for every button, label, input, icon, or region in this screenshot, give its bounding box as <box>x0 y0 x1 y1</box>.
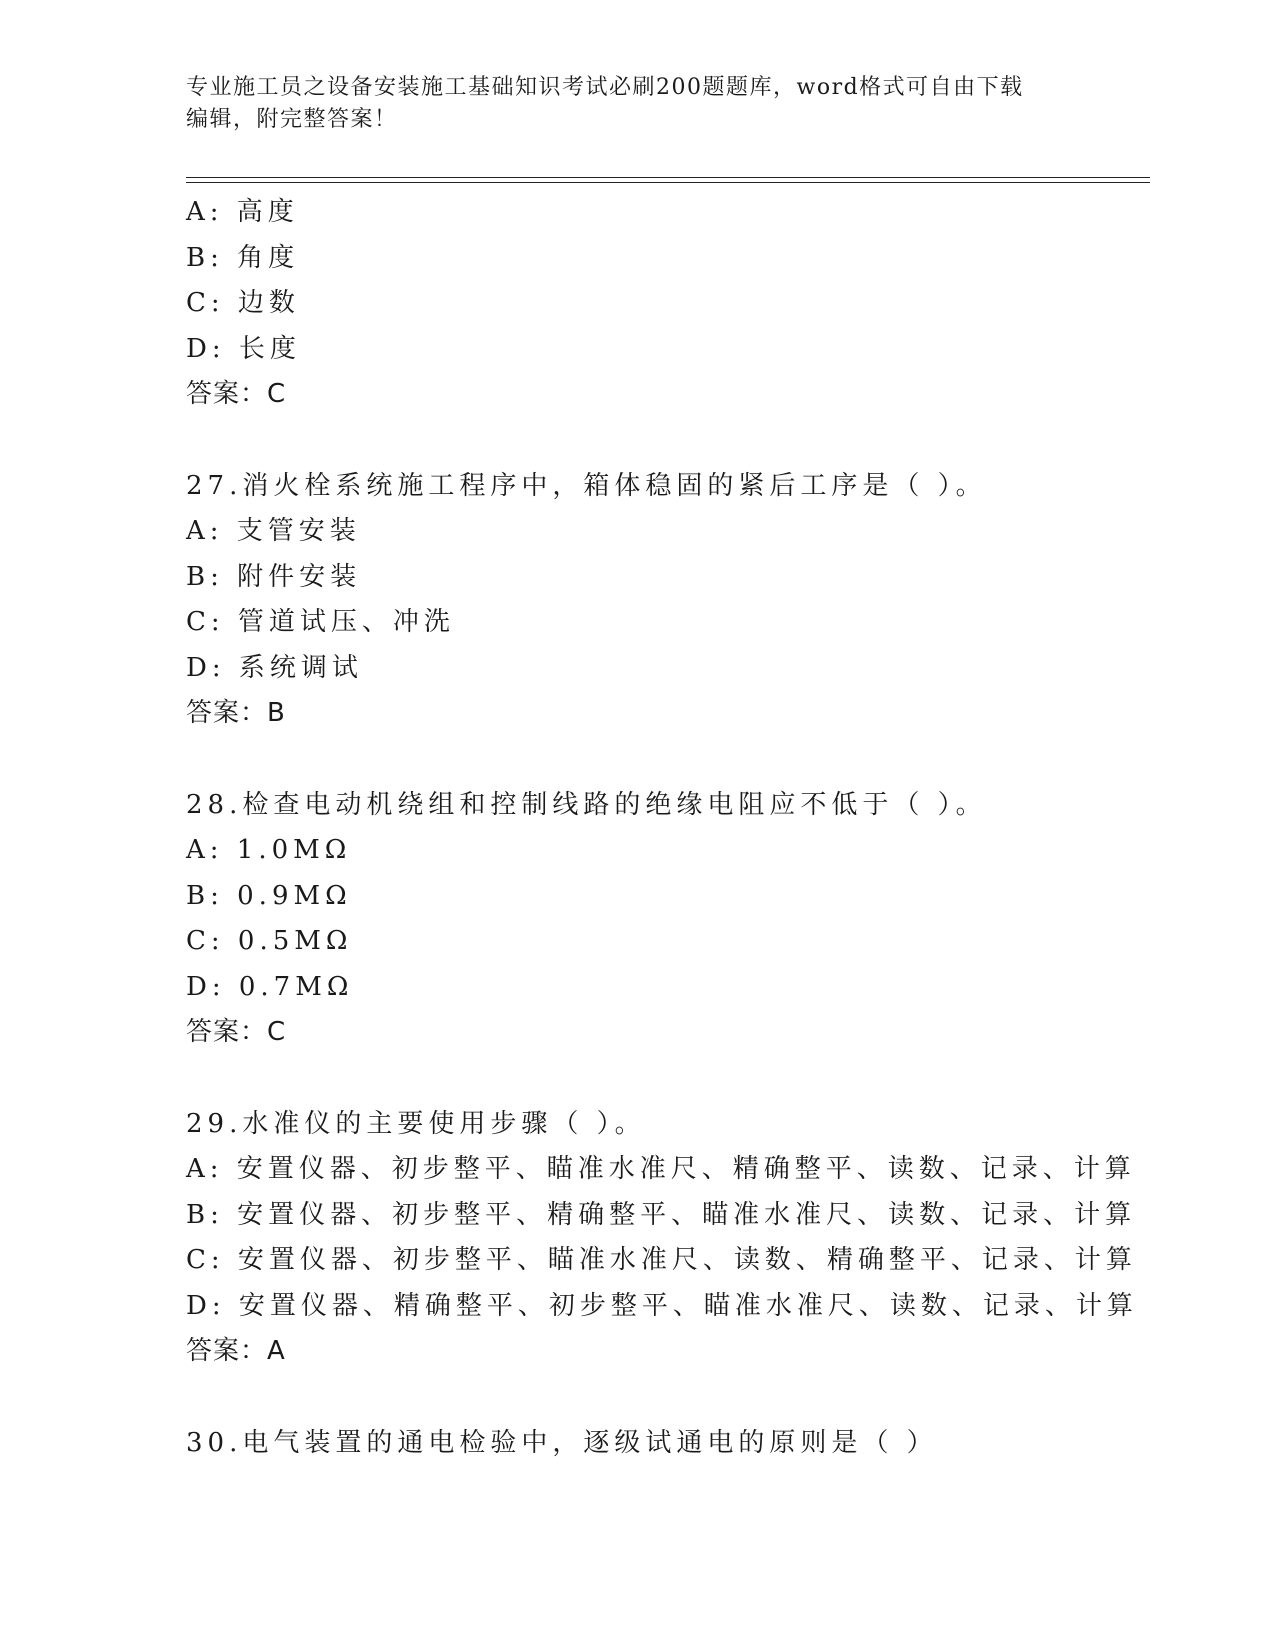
option-c: C: 0.5MΩ <box>186 926 353 956</box>
option-d: D: 安置仪器、精确整平、初步整平、瞄准水准尺、读数、记录、计算 <box>186 1290 1138 1321</box>
option-a: A: 安置仪器、初步整平、瞄准水准尺、精确整平、读数、记录、计算 <box>186 1154 1136 1184</box>
header-rule-top <box>186 177 1150 178</box>
question-list <box>186 190 1150 1466</box>
option-d: D: 系统调试 <box>186 652 363 683</box>
answer: 答案：C <box>186 1017 287 1047</box>
answer: 答案：C <box>186 379 287 409</box>
option-a: A: 高度 <box>186 197 299 227</box>
question-block-30 <box>186 1421 1150 1467</box>
question-text: 30.电气装置的通电检验中，逐级试通电的原则是（ ） <box>186 1427 938 1458</box>
header-line-1: 专业施工员之设备安装施工基础知识考试必刷200题题库，word格式可自由下载 <box>186 75 1024 100</box>
header-line-2: 编辑，附完整答案！ <box>186 107 398 132</box>
document-header <box>186 72 1066 136</box>
option-c: C: 边数 <box>186 288 300 318</box>
option-b: B: 安置仪器、初步整平、精确整平、瞄准水准尺、读数、记录、计算 <box>186 1199 1137 1230</box>
question-block-26 <box>186 190 1150 418</box>
question-text: 27.消火栓系统施工程序中，箱体稳固的紧后工序是（ ）。 <box>186 470 987 501</box>
option-c: C: 安置仪器、初步整平、瞄准水准尺、读数、精确整平、记录、计算 <box>186 1245 1137 1275</box>
option-d: D: 0.7MΩ <box>186 971 354 1002</box>
option-b: B: 附件安装 <box>186 561 362 592</box>
question-text: 28.检查电动机绕组和控制线路的绝缘电阻应不低于（ ）。 <box>186 789 987 820</box>
option-b: B: 0.9MΩ <box>186 880 352 911</box>
question-block-29 <box>186 1102 1150 1375</box>
header-rule-bottom <box>186 182 1150 183</box>
answer: 答案：B <box>186 698 286 728</box>
answer: 答案：A <box>186 1336 286 1366</box>
question-text: 29.水准仪的主要使用步骤（ ）。 <box>186 1108 646 1139</box>
option-a: A: 1.0MΩ <box>186 835 352 865</box>
question-block-27 <box>186 464 1150 737</box>
option-b: B: 角度 <box>186 242 300 273</box>
question-block-28 <box>186 783 1150 1056</box>
option-c: C: 管道试压、冲洗 <box>186 607 455 637</box>
option-d: D: 长度 <box>186 333 301 364</box>
option-a: A: 支管安装 <box>186 516 361 546</box>
